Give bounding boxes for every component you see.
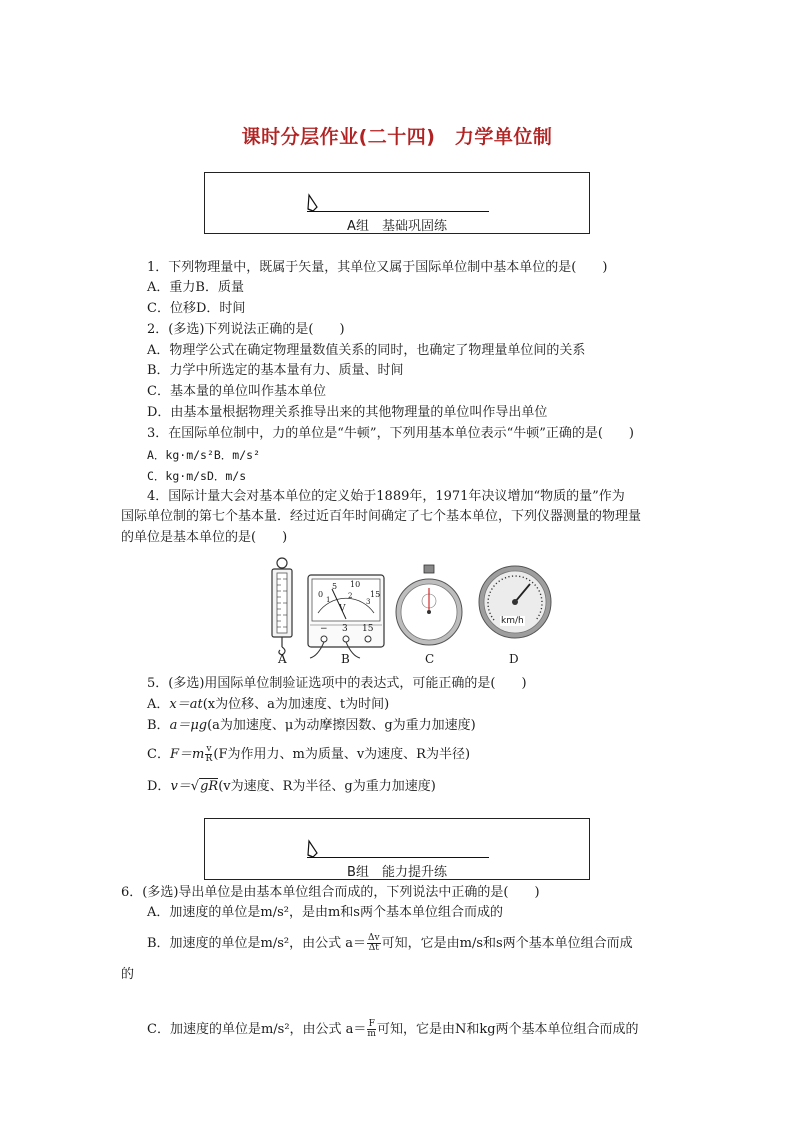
figure-label-d: D xyxy=(509,652,519,666)
q6-option-b: B．加速度的单位是m/s²，由公式 a＝ $\frac{\Delta v}{\Delta t}$ 可知，它是由m/s和s两个基本单位组合而成 xyxy=(147,933,633,953)
voltmeter-unit: V xyxy=(339,604,346,614)
sqrt-sign: √ xyxy=(190,779,200,794)
q5-option-d: D．v＝√gR(v为速度、R为半径、g为重力加速度) xyxy=(147,779,436,794)
q6-option-b-tail: 的 xyxy=(121,967,135,982)
fraction-f-over-m: $\frac{F}{m}$ xyxy=(367,1019,376,1039)
q4-line-1: 4．国际计量大会对基本单位的定义始于1889年，1971年决议增加“物质的量”作为 xyxy=(147,489,625,504)
voltmeter-scale: 0 5 10 15 1 2 3 xyxy=(318,580,381,606)
q4-line-2: 国际单位制的第七个基本量．经过近百年时间确定了七个基本单位，下列仪器测量的物理量 xyxy=(121,509,642,524)
figure-label-a: A xyxy=(278,652,287,666)
fraction-dv-over-dt: $\frac{\Delta v}{\Delta t}$ xyxy=(368,933,380,953)
q3-options-cd: C．kg·m/sD．m/s xyxy=(147,469,247,483)
q4-line-3: 的单位是基本单位的是( ) xyxy=(121,530,288,545)
q1-options-cd: C．位移D．时间 xyxy=(147,301,246,316)
speedometer-unit: km/h xyxy=(501,616,524,626)
banner-rule xyxy=(307,211,489,212)
q5-stem: 5．(多选)用国际单位制验证选项中的表达式，可能正确的是( ) xyxy=(147,676,527,691)
speedometer-figure xyxy=(479,566,551,638)
q1-stem: 1．下列物理量中，既属于矢量，其单位又属于国际单位制中基本单位的是( ) xyxy=(147,260,608,275)
q2-option-d: D．由基本量根据物理关系推导出来的其他物理量的单位叫作导出单位 xyxy=(147,405,548,420)
q5-option-c: C．F＝m $\frac{v}{R}$ (F为作用力、m为质量、v为速度、R为半径) xyxy=(147,744,471,764)
pen-icon xyxy=(305,193,321,213)
q6-option-a: A．加速度的单位是m/s²，是由m和s两个基本单位组合而成的 xyxy=(147,905,503,920)
page-title: 课时分层作业(二十四) 力学单位制 xyxy=(241,126,553,148)
figure-label-b: B xyxy=(341,652,350,666)
q2-option-b: B．力学中所选定的基本量有力、质量、时间 xyxy=(147,363,404,378)
q2-option-a: A．物理学公式在确定物理量数值关系的同时，也确定了物理量单位间的关系 xyxy=(147,343,586,358)
q2-stem: 2．(多选)下列说法正确的是( ) xyxy=(147,322,345,337)
q3-stem: 3．在国际单位制中，力的单位是“牛顿”，下列用基本单位表示“牛顿”正确的是( ) xyxy=(147,426,634,441)
fraction-v-over-r: $\frac{v}{R}$ xyxy=(205,744,213,764)
figure-label-c: C xyxy=(425,652,435,666)
q5-option-a: A．x＝at(x为位移、a为加速度、t为时间) xyxy=(147,697,390,712)
stopwatch-figure xyxy=(396,565,462,645)
group-a-banner xyxy=(204,172,590,234)
group-a-label: A组 基础巩固练 xyxy=(347,219,447,234)
q6-stem: 6．(多选)导出单位是由基本单位组合而成的，下列说法中正确的是( ) xyxy=(121,885,540,900)
q2-option-c: C．基本量的单位叫作基本单位 xyxy=(147,384,326,399)
banner-rule xyxy=(307,857,489,858)
q1-options-ab: A．重力B．质量 xyxy=(147,280,244,295)
pen-icon xyxy=(305,839,321,859)
instrument-figures xyxy=(262,555,552,667)
spring-scale-figure xyxy=(272,558,292,655)
group-b-label: B组 能力提升练 xyxy=(347,865,447,880)
group-b-banner xyxy=(204,818,590,880)
q5-option-b: B．a＝μg(a为加速度、μ为动摩擦因数、g为重力加速度) xyxy=(147,718,476,733)
q6-option-c: C．加速度的单位是m/s²，由公式 a＝ $\frac{F}{m}$ 可知，它是由N和kg两个基本单位组合而成的 xyxy=(147,1019,639,1039)
q3-options-ab: A．kg·m/s²B．m/s² xyxy=(147,448,261,462)
